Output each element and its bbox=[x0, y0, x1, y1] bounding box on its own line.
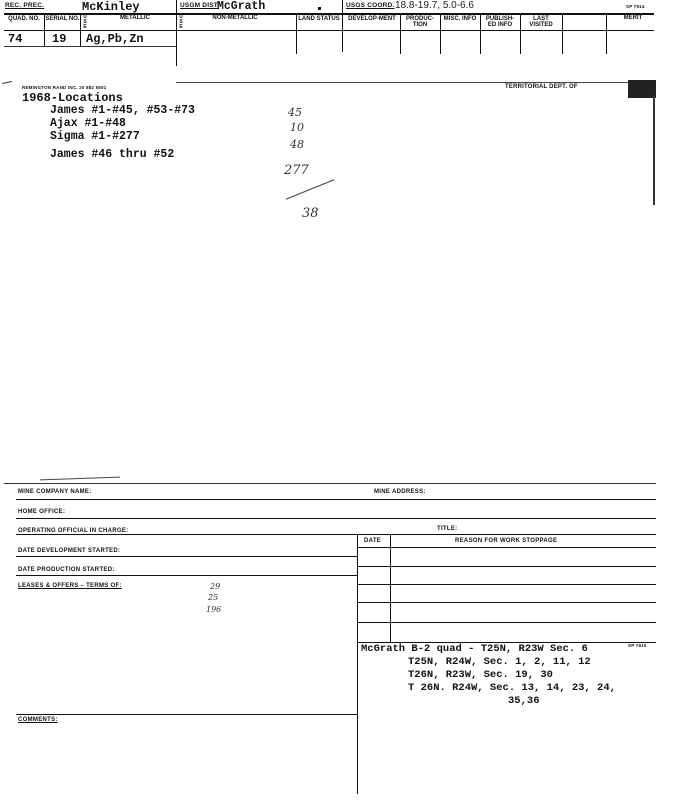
printer-mark: REMINGTON RAND INC. 20 882 5501 bbox=[22, 85, 107, 90]
col-merit: MERIT bbox=[623, 15, 643, 21]
divider-curve-left bbox=[40, 477, 120, 481]
rec-prec-label: REC. PREC. bbox=[5, 2, 45, 9]
header-dot bbox=[318, 7, 321, 10]
title-label: TITLE: bbox=[437, 526, 458, 532]
margin-note-4: 277 bbox=[284, 163, 309, 178]
col-div-11 bbox=[606, 14, 607, 54]
col-development: DEVELOP-MENT bbox=[348, 16, 396, 22]
col-div-4 bbox=[296, 14, 297, 54]
col-div-7 bbox=[440, 14, 441, 54]
col-div-9 bbox=[520, 14, 521, 54]
reason-col-header: REASON FOR WORK STOPPAGE bbox=[455, 538, 558, 544]
quad-note-line-1: McGrath B-2 quad - T25N, R23W Sec. 6 bbox=[361, 643, 588, 655]
location-line-1: James #1-#45, #53-#73 bbox=[50, 104, 195, 117]
col-non-metallic: NON-METALLIC bbox=[212, 15, 258, 21]
col-div-10 bbox=[562, 14, 563, 54]
col-div-2 bbox=[80, 14, 81, 46]
location-line-3: Sigma #1-#277 bbox=[50, 130, 140, 143]
right-edge-mark bbox=[653, 95, 655, 205]
leases-note-1: 29 bbox=[210, 582, 221, 591]
date-row-1 bbox=[357, 566, 656, 567]
margin-note-5: 38 bbox=[302, 206, 319, 221]
date-row-3 bbox=[357, 602, 656, 603]
top-margin-arrow bbox=[2, 81, 12, 84]
row-quad-no: 74 bbox=[8, 32, 23, 46]
margin-note-3: 48 bbox=[290, 138, 304, 151]
col-div-3 bbox=[176, 0, 177, 66]
quad-note-line-5: 35,36 bbox=[508, 695, 540, 707]
quad-note-form-number: SP 7915 bbox=[628, 643, 647, 648]
margin-sum-line bbox=[286, 179, 335, 199]
quad-note-line-3: T26N, R23W, Sec. 19, 30 bbox=[408, 669, 553, 681]
operating-official-label: OPERATING OFFICIAL IN CHARGE: bbox=[18, 528, 129, 534]
header-rule-row-bottom-right bbox=[176, 82, 656, 83]
mine-address-label: MINE ADDRESS: bbox=[374, 489, 426, 495]
leases-note-3: 196 bbox=[206, 605, 222, 614]
col-published-info: PUBLISH-ED INFO bbox=[485, 16, 515, 28]
location-line-2: Ajax #1-#48 bbox=[50, 117, 126, 130]
col-div-8 bbox=[480, 14, 481, 54]
date-table-mid bbox=[390, 534, 391, 642]
rule-1 bbox=[16, 499, 656, 500]
margin-note-1: 45 bbox=[288, 106, 302, 119]
form-number-top: SP 7914 bbox=[626, 4, 645, 9]
name-value: McKinley bbox=[82, 0, 140, 14]
comments-label: COMMENTS: bbox=[18, 717, 58, 723]
col-div-6 bbox=[400, 14, 401, 54]
location-line-4: James #46 thru #52 bbox=[50, 148, 175, 161]
leases-offers-label: LEASES & OFFERS – TERMS OF: bbox=[18, 583, 122, 589]
row-serial-no: 19 bbox=[52, 32, 67, 46]
comments-rule bbox=[16, 714, 357, 715]
mine-company-name-label: MINE COMPANY NAME: bbox=[18, 489, 92, 495]
quad-note-line-2: T25N, R24W, Sec. 1, 2, 11, 12 bbox=[408, 656, 591, 668]
date-header-rule bbox=[357, 547, 656, 548]
col-use-letters-1: U S E bbox=[83, 14, 87, 30]
row-metallic: Ag,Pb,Zn bbox=[86, 32, 144, 46]
rule-4 bbox=[16, 556, 357, 557]
margin-note-2: 10 bbox=[290, 121, 304, 134]
rule-5 bbox=[16, 575, 357, 576]
header-rule-top bbox=[4, 13, 654, 15]
header-rule-row-bottom bbox=[4, 46, 176, 47]
date-table-left bbox=[357, 534, 358, 794]
rule-2 bbox=[16, 518, 656, 519]
quad-note-line-4: T 26N. R24W, Sec. 13, 14, 23, 24, bbox=[408, 682, 616, 694]
redaction-mark bbox=[628, 80, 656, 98]
date-row-4 bbox=[357, 622, 656, 623]
col-quad-no: QUAD. NO. bbox=[8, 16, 40, 22]
col-production: PRODUC-TION bbox=[406, 16, 434, 28]
col-div-5 bbox=[342, 0, 343, 52]
usgs-coord-label: USGS COORD. bbox=[346, 2, 395, 9]
rule-3 bbox=[16, 534, 656, 535]
upper-section-bottom-rule bbox=[4, 483, 656, 484]
col-metallic: METALLIC bbox=[120, 15, 150, 21]
date-development-started-label: DATE DEVELOPMENT STARTED: bbox=[18, 548, 121, 554]
usgs-coord-value: 18.8-19.7, 5.0-6.6 bbox=[395, 0, 474, 11]
date-production-started-label: DATE PRODUCTION STARTED: bbox=[18, 567, 115, 573]
usgm-dist-label: USGM DIST. bbox=[180, 2, 220, 9]
date-row-2 bbox=[357, 584, 656, 585]
leases-note-2: 25 bbox=[208, 593, 219, 602]
locations-title: 1968-Locations bbox=[22, 91, 123, 105]
col-land-status: LAND STATUS bbox=[298, 16, 340, 22]
col-serial-no: SERIAL NO. bbox=[45, 16, 80, 22]
usgm-dist-value: McGrath bbox=[217, 0, 266, 13]
date-col-header: DATE bbox=[364, 538, 382, 544]
header-rule-col-bottom bbox=[4, 30, 654, 31]
col-last-visited: LAST VISITED bbox=[529, 16, 553, 28]
col-misc-info: MISC. INFO bbox=[443, 16, 477, 22]
col-use-letters-2: U S E bbox=[179, 14, 183, 30]
home-office-label: HOME OFFICE: bbox=[18, 509, 66, 515]
territorial-dept: TERRITORIAL DEPT. OF bbox=[505, 84, 578, 90]
